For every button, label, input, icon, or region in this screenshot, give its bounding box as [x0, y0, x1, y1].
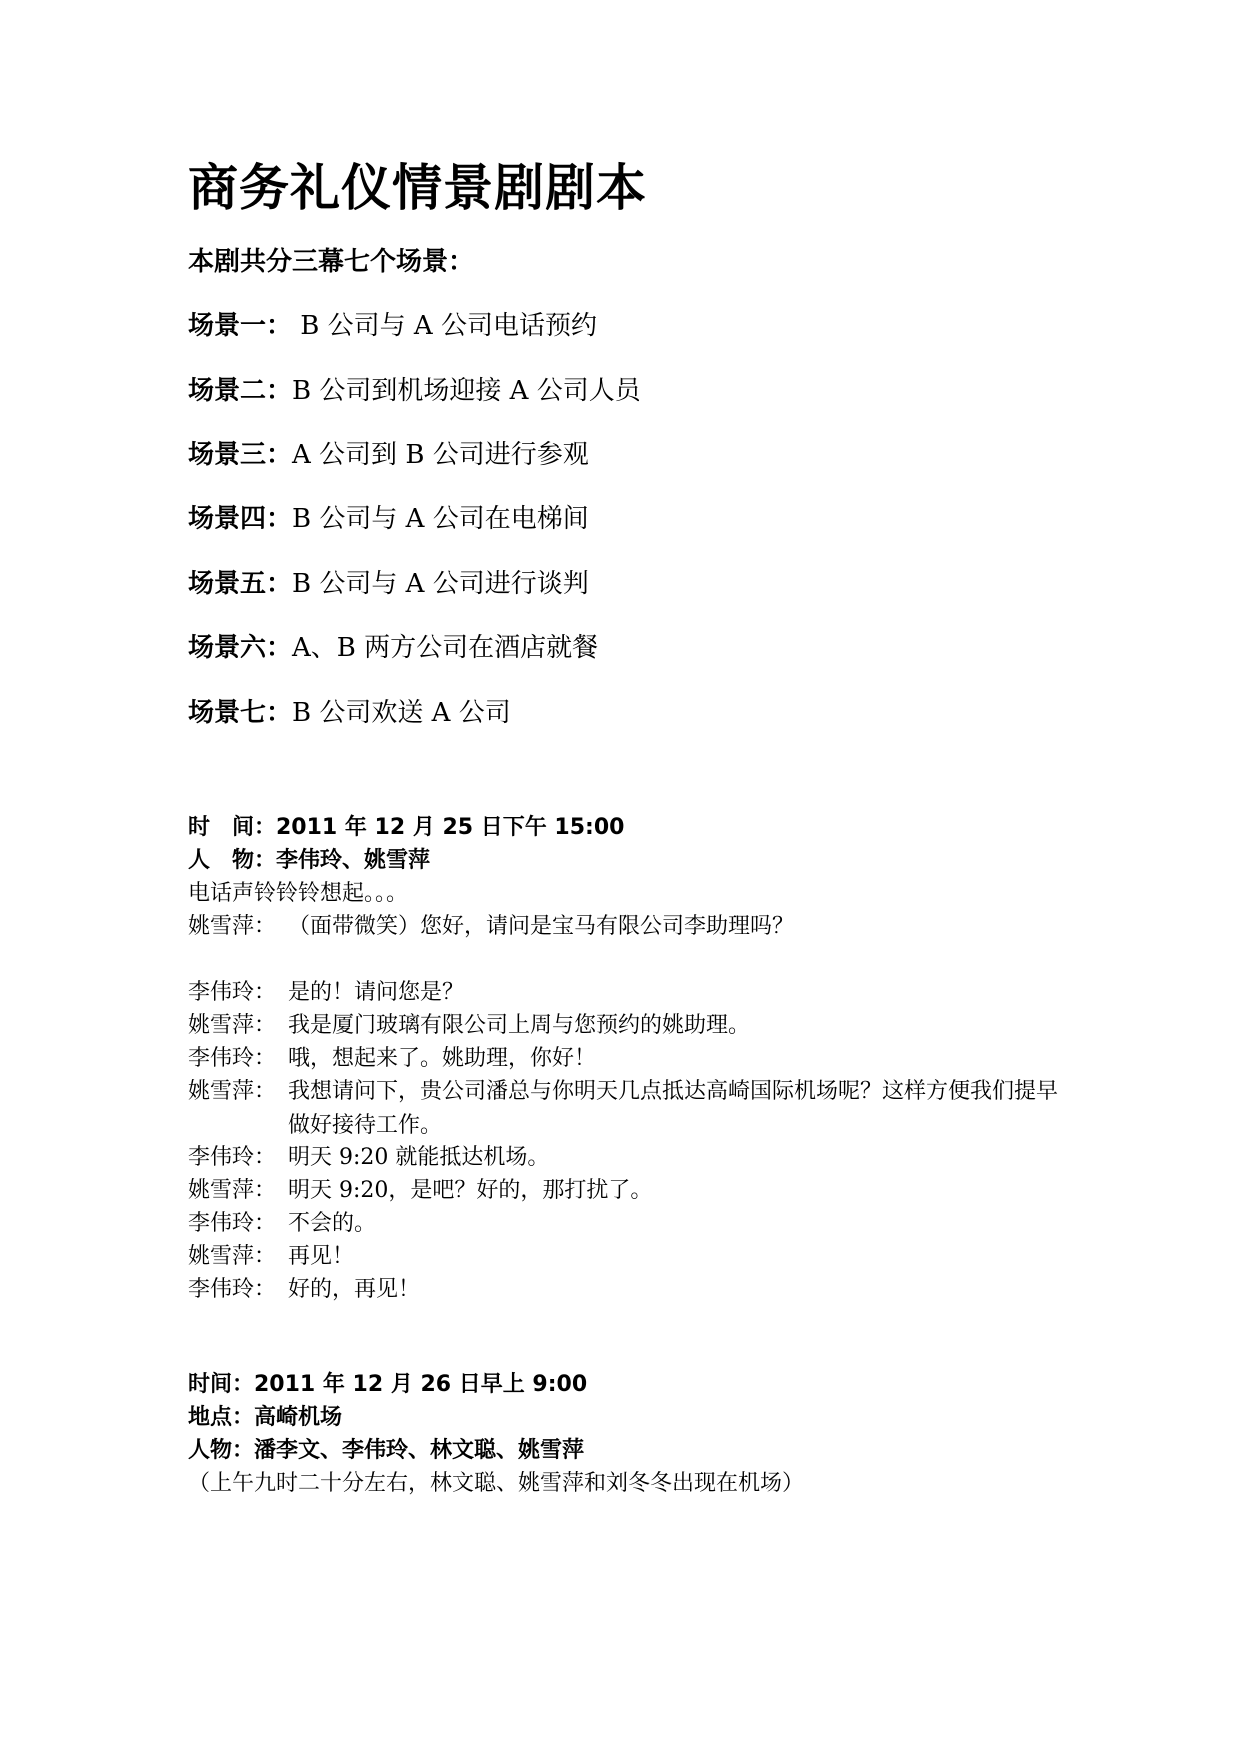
dialogue-line	[188, 1273, 1068, 1307]
speaker: 李伟玲：	[188, 1145, 277, 1170]
dialogue-text: 我是厦门玻璃有限公司上周与您预约的姚助理。	[288, 1013, 751, 1038]
speaker: 李伟玲：	[188, 980, 277, 1005]
scene-item	[188, 566, 589, 602]
intro-line: 本剧共分三幕七个场景：	[188, 247, 475, 277]
dialogue-text: 是的！请问您是？	[288, 980, 465, 1005]
dialogue-text: 不会的。	[288, 1211, 377, 1236]
scene-item	[188, 373, 641, 409]
scene-label: 场景四：	[188, 504, 293, 534]
dialogue-line	[188, 1075, 1068, 1143]
speaker: 姚雪萍：	[188, 1244, 277, 1269]
document-title: 商务礼仪情景剧剧本	[188, 159, 647, 217]
speaker: 姚雪萍：	[188, 1178, 277, 1203]
section2-people: 人物：潘李文、李伟玲、林文聪、姚雪萍	[188, 1438, 585, 1463]
speaker: 李伟玲：	[188, 1046, 277, 1071]
scene-item	[188, 308, 597, 344]
dialogue-line	[188, 1240, 1068, 1274]
scene-text: B 公司与 A 公司电话预约	[292, 311, 597, 341]
dialogue-line	[188, 910, 1068, 944]
scene-label: 场景五：	[188, 569, 293, 599]
scene-label: 场景六：	[188, 633, 293, 663]
section2-time: 时间：2011 年 12 月 26 日早上 9:00	[188, 1372, 588, 1397]
dialogue-text: 好的，再见！	[288, 1277, 421, 1302]
scene-text: B 公司与 A 公司在电梯间	[292, 504, 589, 534]
scene-label: 场景二：	[188, 376, 293, 406]
speaker: 姚雪萍：	[188, 1079, 277, 1104]
speaker: 李伟玲：	[188, 1211, 277, 1236]
dialogue-line	[188, 1141, 1068, 1175]
dialogue-text: 明天 9:20，是吧？好的，那打扰了。	[288, 1178, 653, 1203]
dialogue-text: 明天 9:20 就能抵达机场。	[288, 1145, 550, 1170]
scene-text: B 公司与 A 公司进行谈判	[292, 569, 589, 599]
dialogue-text: （面带微笑）您好，请问是宝马有限公司李助理吗？	[288, 914, 795, 939]
scene-label: 场景七：	[188, 698, 293, 728]
section2-action: （上午九时二十分左右，林文聪、姚雪萍和刘冬冬出现在机场）	[188, 1471, 805, 1496]
dialogue-line	[188, 1174, 1068, 1208]
speaker: 李伟玲：	[188, 1277, 277, 1302]
section2-place: 地点：高崎机场	[188, 1405, 343, 1430]
scene-text: A 公司到 B 公司进行参观	[292, 440, 589, 470]
section1-action: 电话声铃铃铃想起。。。	[188, 881, 409, 906]
dialogue-line	[188, 1009, 1068, 1043]
section1-time: 时 间：2011 年 12 月 25 日下午 15:00	[188, 815, 625, 840]
scene-item	[188, 630, 598, 666]
speaker: 姚雪萍：	[188, 914, 277, 939]
scene-item	[188, 695, 511, 731]
section1-people: 人 物：李伟玲、姚雪萍	[188, 848, 431, 873]
scene-item	[188, 501, 589, 537]
dialogue-line	[188, 976, 1068, 1010]
scene-label: 场景一：	[188, 311, 293, 341]
speaker: 姚雪萍：	[188, 1013, 277, 1038]
dialogue-text: 再见！	[288, 1244, 355, 1269]
dialogue-text: 哦，想起来了。姚助理，你好！	[288, 1046, 597, 1071]
dialogue-line	[188, 1042, 1068, 1076]
dialogue-line	[188, 1207, 1068, 1241]
scene-text: B 公司欢送 A 公司	[292, 698, 511, 728]
scene-item	[188, 437, 589, 473]
scene-label: 场景三：	[188, 440, 293, 470]
scene-text: A、B 两方公司在酒店就餐	[292, 633, 599, 663]
scene-text: B 公司到机场迎接 A 公司人员	[292, 376, 641, 406]
dialogue-text: 我想请问下，贵公司潘总与你明天几点抵达高崎国际机场呢？这样方便我们提早做好接待工作。	[288, 1079, 1059, 1138]
